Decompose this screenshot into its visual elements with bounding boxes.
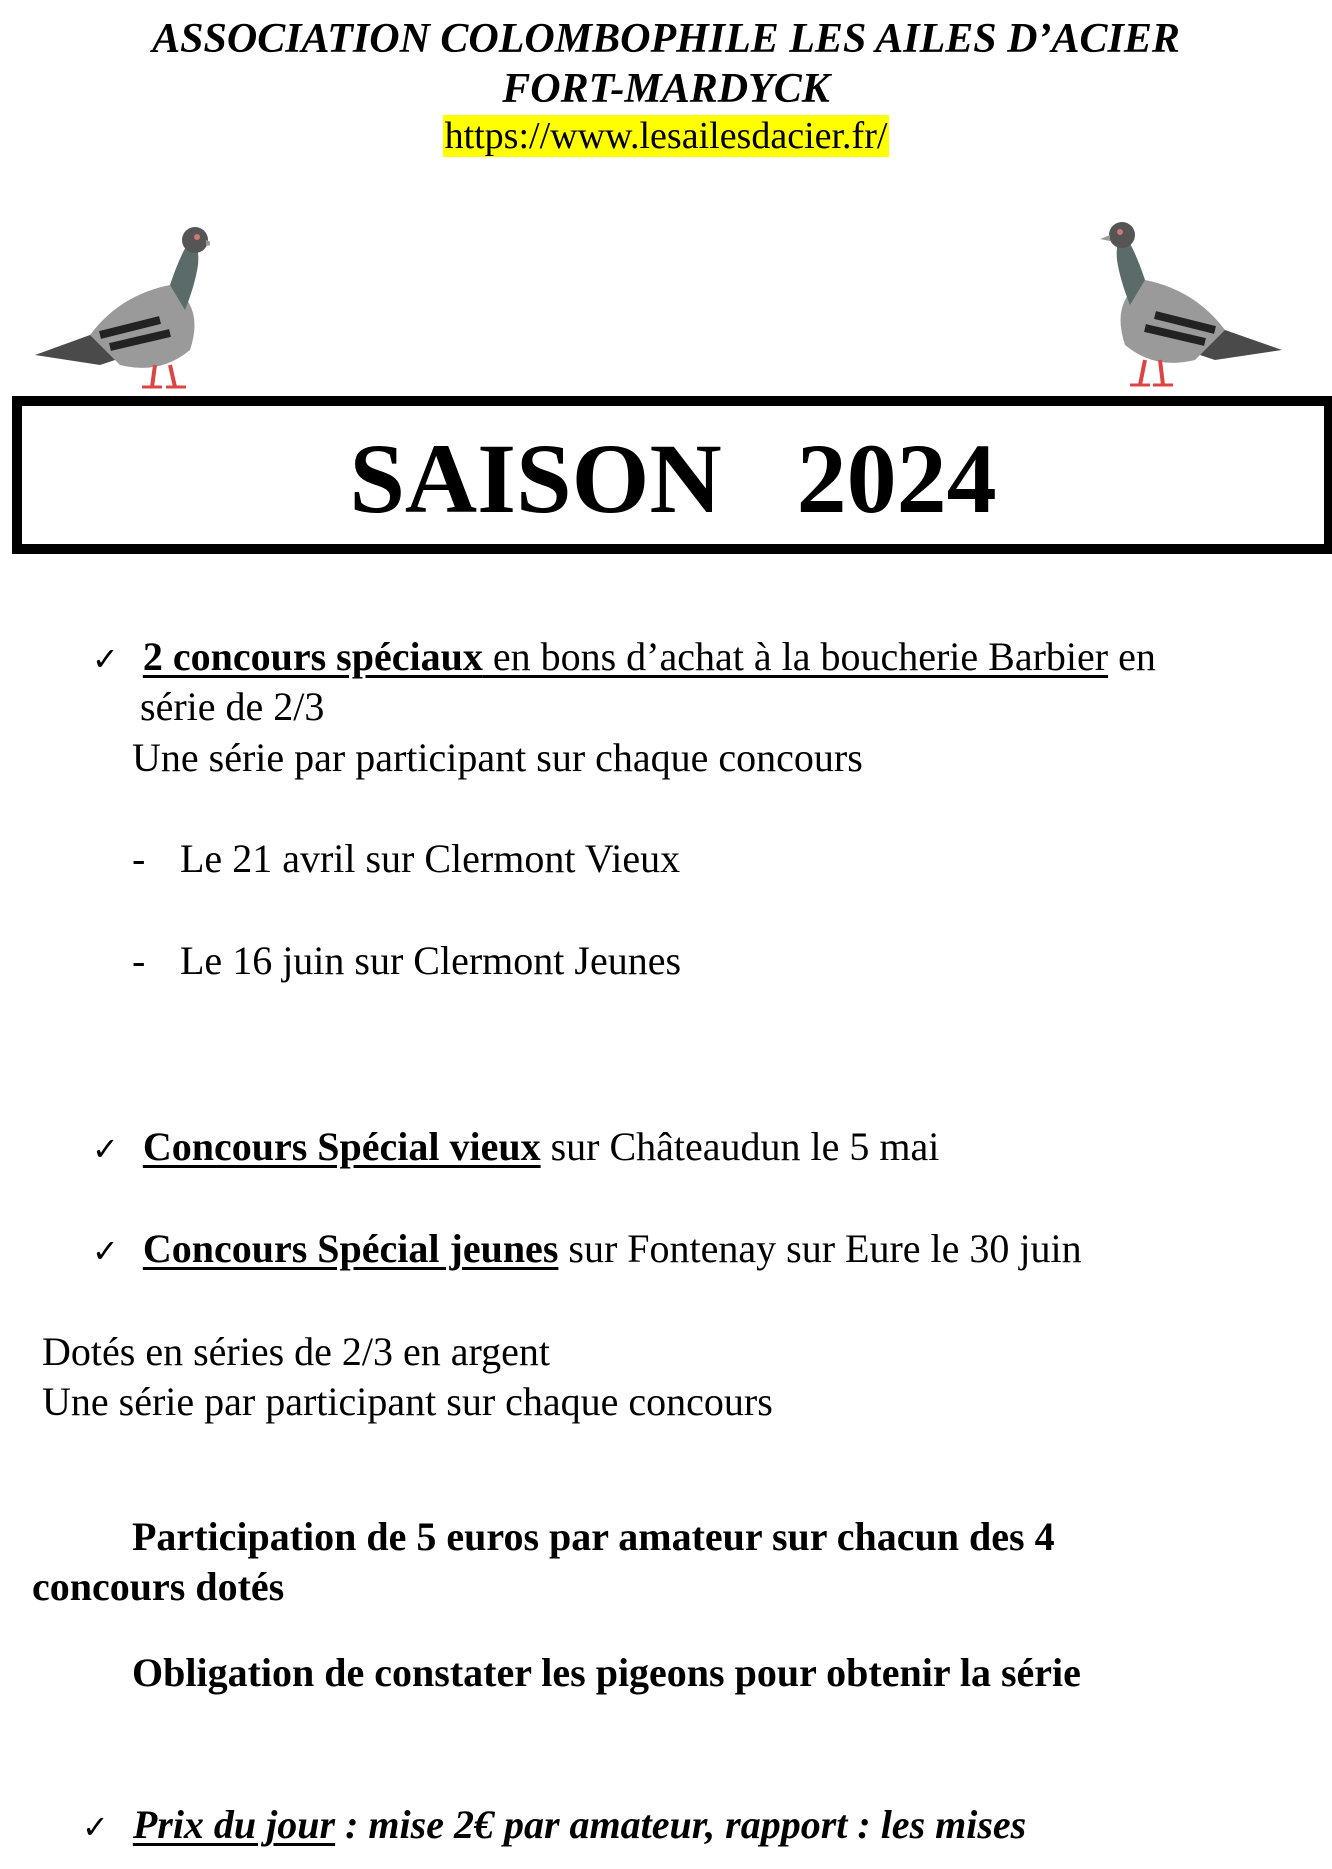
dotation-line-2: Une série par participant sur chaque concours (42, 1379, 773, 1424)
special-contests-series: série de 2/3 (140, 684, 325, 729)
participation-line-1: Participation de 5 euros par amateur sur chacun des 4 (132, 1514, 1055, 1559)
pigeon-right-icon (1100, 205, 1285, 390)
daily-prize-line (82, 1800, 1026, 1852)
daily-prize-label: Prix du jour (132, 1802, 336, 1847)
obligation-note: Obligation de constater les pigeons pour obtenir la série (132, 1650, 1081, 1695)
list-item (132, 834, 681, 884)
list-item-text: Le 21 avril sur Clermont Vieux (180, 836, 681, 881)
season-title: SAISON 2024 (349, 423, 997, 534)
special-contests-end: en (1108, 634, 1156, 679)
association-name: ASSOCIATION COLOMBOPHILE LES AILES D’ACIER (152, 16, 1180, 62)
special-contests-rule: Une série par participant sur chaque concours (132, 735, 863, 780)
check-icon: ✓ (82, 1808, 109, 1846)
dash-bullet: - (132, 836, 146, 881)
list-item-text: Le 16 juin sur Clermont Jeunes (180, 938, 682, 983)
special-contests-prize: en bons d’achat à la boucherie Barbier (482, 634, 1109, 679)
special-old-details: sur Châteaudun le 5 mai (540, 1124, 940, 1169)
special-young-details: sur Fontenay sur Eure le 30 juin (558, 1226, 1082, 1271)
dash-bullet: - (132, 938, 146, 983)
website-line (0, 114, 1332, 158)
title-box (12, 396, 1332, 554)
website-link[interactable]: https://www.lesailesdacier.fr/ (444, 115, 888, 157)
check-icon: ✓ (92, 1130, 119, 1168)
dotation-line-1: Dotés en séries de 2/3 en argent (42, 1329, 550, 1374)
check-icon: ✓ (92, 640, 119, 678)
special-young-line (92, 1224, 1082, 1276)
special-contests-line (92, 632, 1156, 684)
special-old-line (92, 1122, 939, 1174)
special-contests-label: 2 concours spéciaux (142, 634, 483, 679)
list-item (132, 936, 682, 986)
participation-line-2: concours dotés (32, 1564, 285, 1609)
pigeon-left-icon (30, 215, 210, 390)
city-name: FORT-MARDYCK (502, 66, 830, 112)
daily-prize-details: : mise 2€ par amateur, rapport : les mises (335, 1802, 1027, 1847)
check-icon: ✓ (92, 1232, 119, 1270)
special-young-label: Concours Spécial jeunes (142, 1226, 559, 1271)
special-old-label: Concours Spécial vieux (142, 1124, 541, 1169)
